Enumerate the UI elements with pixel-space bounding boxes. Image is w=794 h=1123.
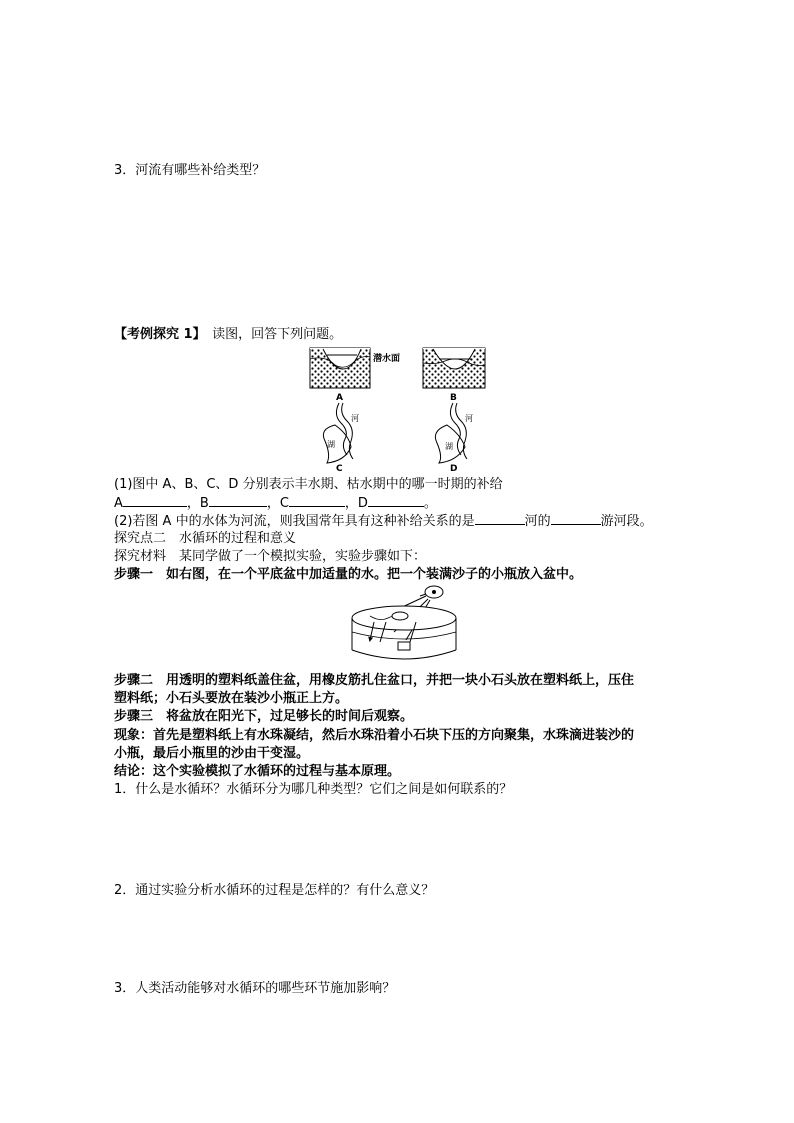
lake-label-c: 湖 [327, 440, 335, 449]
sub-question-1: (1)图中 A、B、C、D 分别表示丰水期、枯水期中的哪一时期的补给 [114, 477, 503, 492]
step-3: 步骤三 将盆放在阳光下，过足够长的时间后观察。 [114, 709, 414, 724]
sub-question-2-part3: 游河段。 [600, 514, 653, 529]
sub-question-2 [114, 512, 653, 531]
river-label-d: 河 [465, 414, 473, 423]
material-intro: 探究材料 某同学做了一个模拟实验，实验步骤如下： [114, 549, 427, 564]
sand-bottle [398, 642, 410, 650]
diagram-d [435, 403, 473, 473]
step-2-line-2: 塑料纸；小石头要放在装沙小瓶正上方。 [114, 691, 349, 706]
diagram-b [423, 348, 485, 403]
label-c: C [336, 464, 343, 473]
question-3-human-impact: 3．人类活动能够对水循环的哪些环节施加影响？ [114, 981, 396, 996]
lake-label-d: 湖 [445, 442, 453, 451]
example-title: 【考例探究 1】 [114, 327, 200, 342]
answer-blank-d[interactable] [368, 494, 424, 507]
question-2: 2．通过实验分析水循环的过程是怎样的？有什么意义？ [114, 883, 435, 898]
blank-label-a: A [114, 496, 123, 511]
sun-icon [420, 586, 443, 598]
blank-label-d: ，D [344, 496, 368, 511]
label-d: D [450, 464, 458, 473]
blank-label-c: ，C [266, 496, 289, 511]
step-1: 步骤一 如右图，在一个平底盆中加适量的水。把一个装满沙子的小瓶放入盆中。 [114, 567, 583, 582]
blank-end: 。 [423, 496, 437, 511]
phenomenon-line-2: 小瓶，最后小瓶里的沙由干变湿。 [114, 746, 310, 761]
conclusion: 结论：这个实验模拟了水循环的过程与基本原理。 [114, 764, 401, 779]
answer-blank-b[interactable] [209, 494, 267, 507]
experiment-figure [340, 582, 470, 668]
diagram-a [310, 348, 400, 403]
stone [392, 612, 408, 620]
example-prompt: 读图，回答下列问题。 [199, 327, 343, 342]
river-label-c: 河 [351, 414, 359, 423]
answer-blank-c[interactable] [289, 494, 345, 507]
example-heading [114, 326, 342, 344]
label-b: B [450, 393, 457, 403]
answer-blank-section[interactable] [551, 512, 601, 525]
label-a: A [336, 393, 343, 403]
water-table-label: 潜水面 [373, 354, 401, 364]
blank-label-b: ，B [186, 496, 209, 511]
phenomenon-line-1: 现象：首先是塑料纸上有水珠凝结，然后水珠沿着小石块下压的方向聚集，水珠滴进装沙的 [114, 728, 635, 743]
step-2-line-1: 步骤二 用透明的塑料纸盖住盆，用橡皮筋扎住盆口，并把一块小石头放在塑料纸上，压住 [114, 673, 635, 688]
section-2-title: 探究点二 水循环的过程和意义 [114, 531, 297, 546]
answer-blank-river[interactable] [475, 512, 525, 525]
sub-question-1-blanks [114, 494, 437, 513]
river-supply-figure [305, 343, 505, 473]
diagram-c [323, 403, 359, 473]
answer-blank-a[interactable] [123, 494, 187, 507]
sub-question-2-part2: 河的 [524, 514, 551, 529]
question-1: 1．什么是水循环？水循环分为哪几种类型？它们之间是如何联系的？ [114, 782, 513, 797]
question-3-river-supply: 3．河流有哪些补给类型？ [114, 163, 266, 178]
sub-question-2-part1: (2)若图 A 中的水体为河流，则我国常年具有这种补给关系的是 [114, 514, 475, 529]
